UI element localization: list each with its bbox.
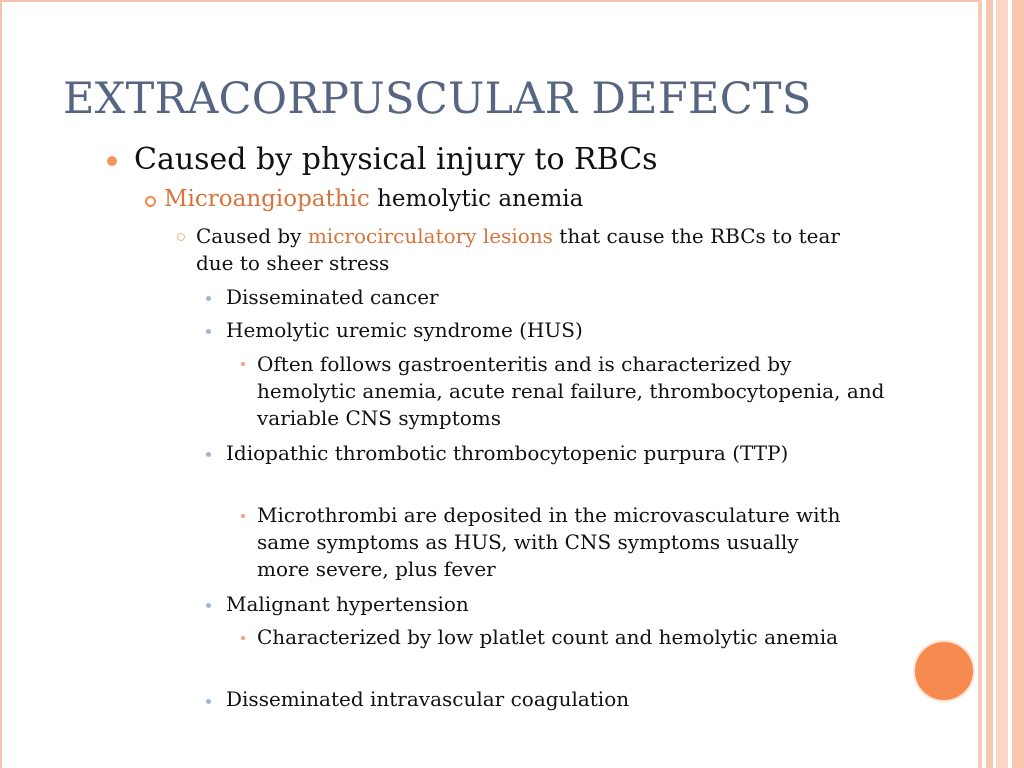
highlight-term: microcirculatory lesions — [307, 224, 553, 248]
list-item-detail: Often follows gastroenteritis and is characterized by hemolytic anemia, acute renal failure, thrombocytopenia, and variable CNS symptoms — [257, 352, 885, 430]
list-item: Malignant hypertension — [226, 592, 469, 616]
decorative-stripe — [1012, 0, 1024, 768]
decorative-stripe — [996, 0, 1008, 768]
decorative-stripe — [986, 0, 993, 768]
list-item-detail: Characterized by low platlet count and hemolytic anemia — [257, 625, 839, 649]
bullet-text: Caused by — [196, 224, 308, 248]
slide-title: EXTRACORPUSCULAR DEFECTS — [63, 74, 812, 124]
bullet-dot-icon — [206, 329, 211, 334]
bullet-level-3 — [196, 223, 876, 277]
bullet-ring-icon — [177, 233, 185, 241]
bullet-dot-icon — [241, 636, 245, 640]
bullet-dot-icon — [241, 362, 245, 366]
highlight-term: Microangiopathic — [164, 186, 370, 212]
decorative-stripe — [978, 0, 982, 768]
bullet-level-2 — [164, 186, 583, 213]
bullet-text: hemolytic anemia — [369, 186, 584, 212]
list-item-detail: Microthrombi are deposited in the microvasculature with same symptoms as HUS, with CNS symptoms usually more severe, plus fever — [257, 503, 841, 581]
list-item: Disseminated cancer — [226, 285, 439, 309]
bullet-dot-icon — [241, 514, 245, 518]
list-item: Disseminated intravascular coagulation — [226, 687, 630, 711]
bullet-dot-icon — [206, 452, 211, 457]
bullet-dot-icon — [206, 296, 211, 301]
bullet-dot-icon — [206, 699, 211, 704]
decorative-circle — [913, 640, 975, 702]
bullet-level-1: Caused by physical injury to RBCs — [134, 142, 658, 177]
bullet-text: that cause the RBCs to tear due to sheer stress — [196, 224, 840, 275]
list-item: Idiopathic thrombotic thrombocytopenic purpura (TTP) — [226, 441, 789, 465]
bullet-dot-icon — [206, 603, 211, 608]
list-item: Hemolytic uremic syndrome (HUS) — [226, 318, 583, 342]
bullet-dot-icon — [107, 156, 117, 166]
bullet-ring-icon — [145, 196, 156, 207]
